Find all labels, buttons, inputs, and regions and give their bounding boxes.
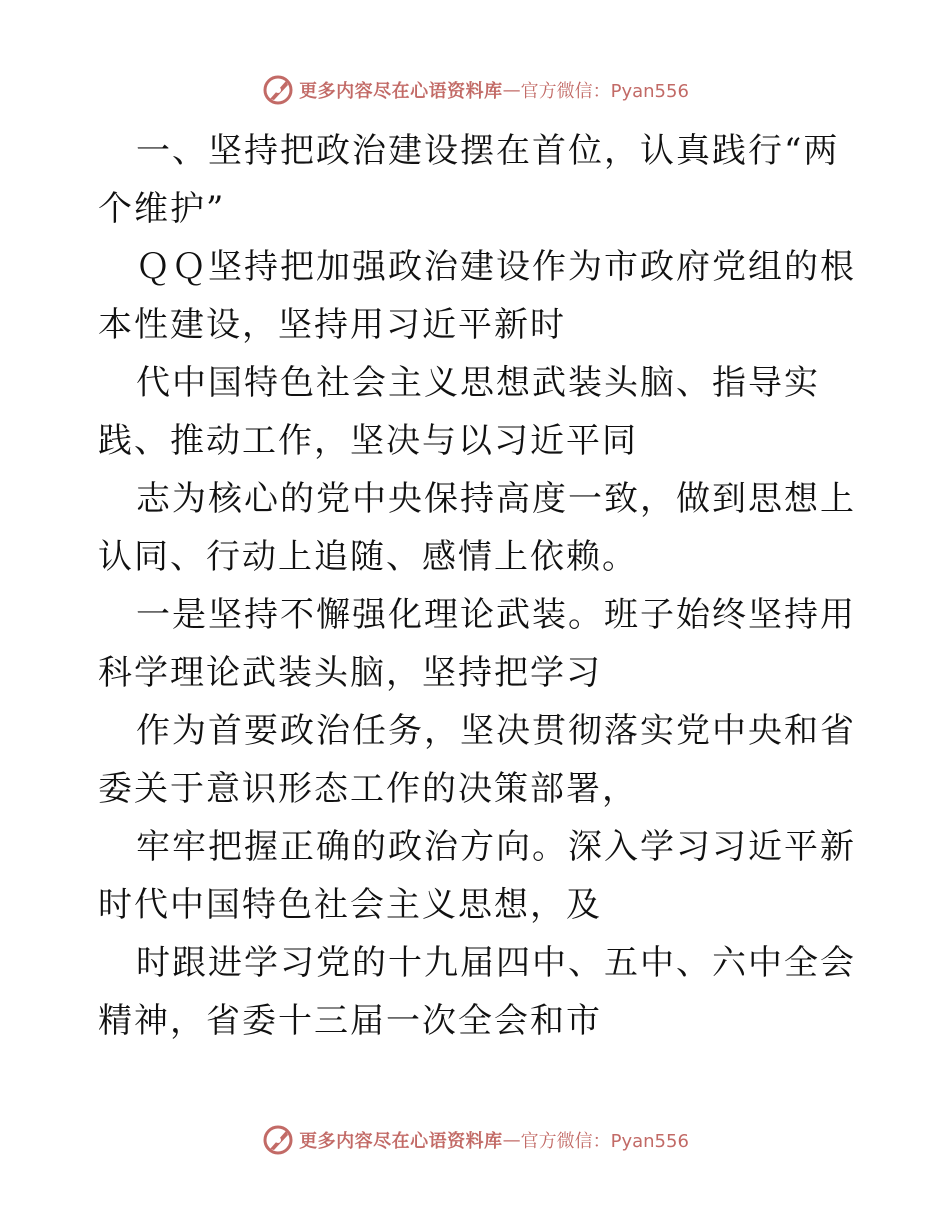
paragraph: 代中国特色社会主义思想武装头脑、指导实践、推动工作，坚决与以习近平同 [98, 363, 820, 461]
watermark-text: 更多内容尽在心语资料库 [299, 1131, 503, 1152]
watermark-separator: — [502, 79, 521, 101]
watermark-contact: 官方微信：Pyan556 [520, 81, 689, 102]
paragraph: 作为首要政治任务，坚决贯彻落实党中央和省委关于意识形态工作的决策部署， [98, 711, 856, 809]
feather-pen-logo-icon [261, 73, 295, 107]
paragraph: 牢牢把握正确的政治方向。深入学习习近平新时代中国特色社会主义思想，及 [98, 827, 856, 925]
feather-pen-logo-icon [261, 1123, 295, 1157]
watermark-text: 更多内容尽在心语资料库 [299, 81, 503, 102]
watermark-contact: 官方微信：Pyan556 [520, 1131, 689, 1152]
paragraph: ＱＱ坚持把加强政治建设作为市政府党组的根本性建设，坚持用习近平新时 [98, 247, 856, 345]
paragraph-heading: 一、坚持把政治建设摆在首位，认真践行“两个维护” [98, 131, 840, 229]
document-body [98, 122, 858, 1050]
footer-watermark [0, 1120, 950, 1160]
header-watermark [0, 70, 950, 110]
watermark-separator: — [502, 1129, 521, 1151]
paragraph: 一是坚持不懈强化理论武装。班子始终坚持用科学理论武装头脑，坚持把学习 [98, 595, 856, 693]
paragraph: 时跟进学习党的十九届四中、五中、六中全会精神，省委十三届一次全会和市 [98, 943, 856, 1041]
paragraph: 志为核心的党中央保持高度一致，做到思想上认同、行动上追随、感情上依赖。 [98, 479, 856, 577]
